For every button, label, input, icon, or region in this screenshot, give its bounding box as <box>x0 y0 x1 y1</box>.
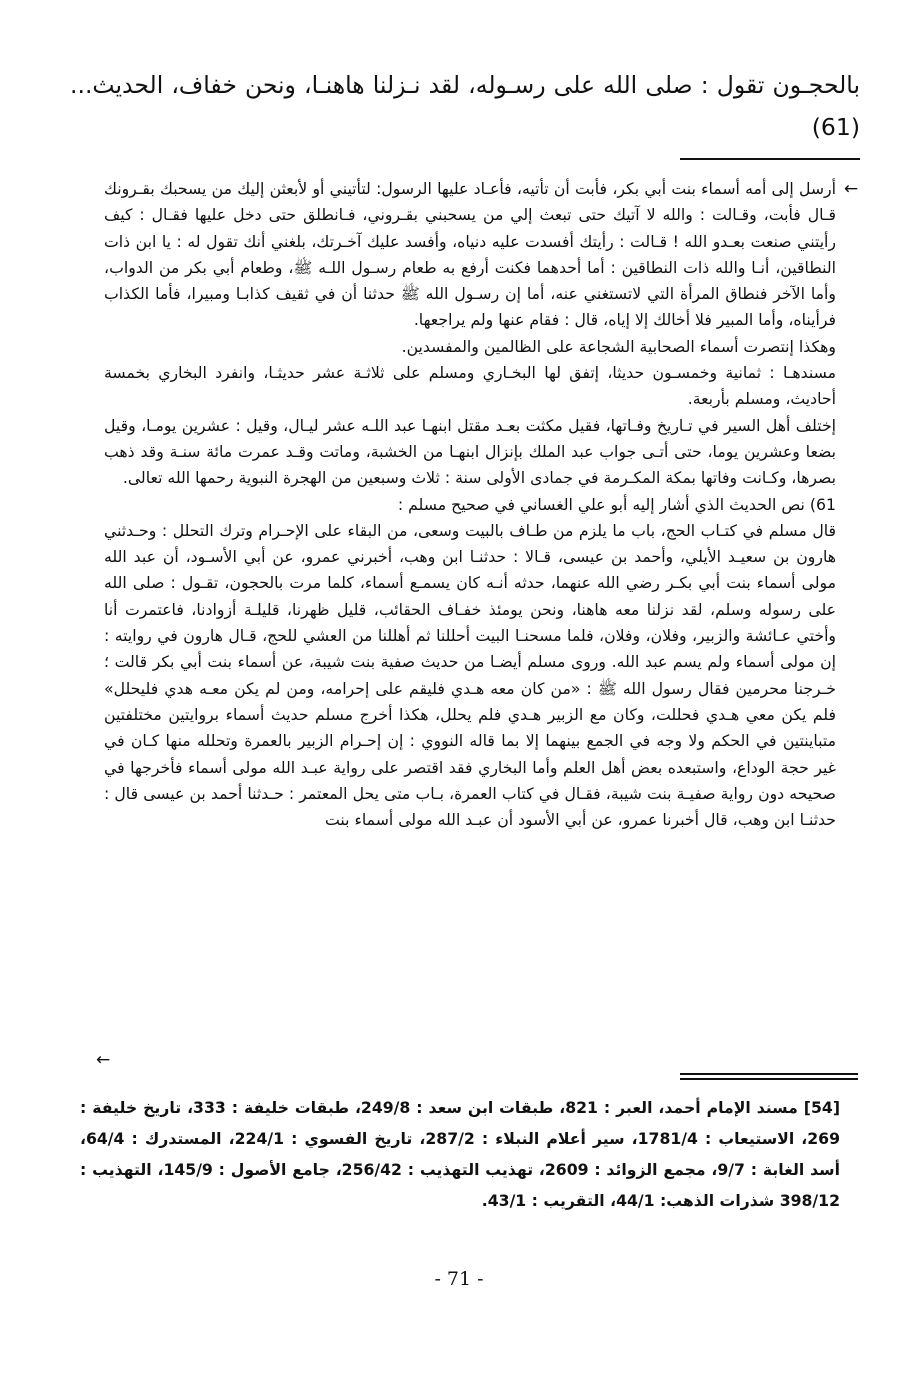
footnote-paragraph: مسندهـا : ثمانية وخمسـون حديثا، إتفق لها البخـاري ومسلم على ثلاثـة عشر حديثـا، وانفرد البخاري بخمسة أحاديث، ومسلم بأربعة. <box>104 363 836 409</box>
footnote-paragraph: وهكذا إنتصرت أسماء الصحابية الشجاعة على الظالمين والمفسدين. <box>401 336 836 356</box>
main-text: بالحجـون تقول : صلى الله على رسـوله، لقد نـزلنا هاهنـا، ونحن خفاف، الحديث...(61) <box>70 71 860 141</box>
continuation-arrow-icon: ← <box>843 179 859 199</box>
footnote-paragraph: أرسل إلى أمه أسماء بنت أبي بكر، فأبت أن تأتيه، فأعـاد عليها الرسول: لتأتيني أو لأبعثن إليك من يسحبك بقـرونك قـال فأبت، وقـالت : والله لا آتيك حتى تبعث إلي من يسحبني بقـروني، فـانطلق حتى دخل عليها فقـال : كيف رأيتني صنعت بعـدو الله ! قـالت : رأيتك أفسدت عليه دنياه، وأفسد عليك آخـرتك، بلغني أنك تقول له : يا ابن ذات النطاقين، أنـا والله ذات النطاقين : أما أحدهما فكنت أرفع به طعام رسـول اللـه ﷺ، وطعام أبي بكر من الدواب، وأما الآخر فنطاق المرأة التي لاتستغني عنه، أما إن رسـول الله ﷺ حدثنا أن في ثقيف كذابـا ومبيرا، فأما الكذاب فرأيناه، وأما المبير فلا أخالك إلا إياه، قال : فقام عنها ولم يراجعها. <box>104 179 836 330</box>
continuation-arrow-icon: ← <box>96 1050 111 1070</box>
references <box>80 1092 840 1216</box>
reference-paragraph: [54] مسند الإمام أحمد، العبر : 821، طبقات ابن سعد : 249/8، طبقات خليفة : 333، تاريخ خليفة : 269، الاستيعاب : 1781/4، سير أعلام النبلاء : 287/2، تاريخ الفسوي : 224/1، المستدرك : 64/4، أسد الغابة : 9/7، مجمع الزوائد : 2609، تهذيب التهذيب : 256/42، جامع الأصول : 145/9، التهذيب : 398/12 شذرات الذهب: 44/1، التقريب : 43/1. <box>80 1098 841 1210</box>
double-separator-line <box>680 1073 858 1080</box>
footnote-paragraph: قال مسلم في كتـاب الحج، باب ما يلزم من طـاف بالبيت وسعى، من البقاء على الإحـرام وترك التحلل : وحـدثني هارون بن سعيـد الأيلي، وأحمد بن عيسى، قـالا : حدثنـا ابن وهب، أخبرني عمرو، عن أبي الأسـود، أن عبد الله مولى أسماء بنت أبي بكـر رضي الله عنهما، حدثه أنـه كان يسمـع أسماء، كلما مرت بالحجون، تقـول : صلى الله على رسوله وسلم، لقد نزلنا معه هاهنا، ونحن يومئذ خفـاف الحقائب، قليل ظهرنا، قليلـة أزوادنا، فاعتمرت أنا وأختي عـائشة والزبير، وفلان، وفلان، فلما مسحنـا البيت أحللنا ثم أهللنا من العشي للحج، قـال هارون في روايته : إن مولى أسماء ولم يسم عبد الله. وروى مسلم أيضـا من حديث صفية بنت شيبة، عن أسماء بنت أبي بكر قالت ؛ خـرجنا محرمين فقال رسول الله ﷺ : «من كان معه هـدي فليقم على إحرامه، ومن لم يكن معـه هدي فليحلل» فلم يكن معي هـدي فحللت، وكان مع الزبير هـدي فلم يحلل، هكذا أخرج مسلم حديث أسماء بروايتين مختلفتين متباينتين في الحكم ولا وجه في الجمع بينهما إلا بما قاله النووي : إن إحـرام الزبير بالعمرة وتحلله منها كـان في غير حجة الوداع، واستبعده بعض أهل العلم وأما البخاري فقد اقتصر على رواية عبـد الله مولى أسماء فأخرجها في صحيحه دون رواية صفيـة بنت شيبة، فقـال في كتاب العمرة، بـاب متى يحل المعتمر : حـدثنا أحمد بن عيسى قال : حدثنـا ابن وهب، قال أخبرنا عمرو، عن أبي الأسود أن عبـد الله مولى أسماء بنت <box>104 520 836 830</box>
footnote-paragraph: إختلف أهل السير في تـاريخ وفـاتها، فقيل مكثت بعـد مقتل ابنهـا عبد اللـه عشر ليـال، وقيل : عشرين يومـا، وقيل بضعا وعشرين يوما، حتى أتـى جواب عبد الملك بإنزال ابنهـا من الخشبة، وماتت وقـد عمرت مائة سنـة وقد ذهب بصرها، وكـانت وفاتها بمكة المكـرمة في جمادى الأولى سنة : ثلاث وسبعين من الهجرة النبوية رحمها الله تعالى. <box>104 415 836 488</box>
separator-line <box>680 158 860 160</box>
footnotes <box>104 176 836 833</box>
footnote-heading: 61) نص الحديث الذي أشار إليه أبو علي الغساني في صحيح مسلم : <box>397 494 836 514</box>
page-number: - 71 - <box>434 1268 484 1290</box>
